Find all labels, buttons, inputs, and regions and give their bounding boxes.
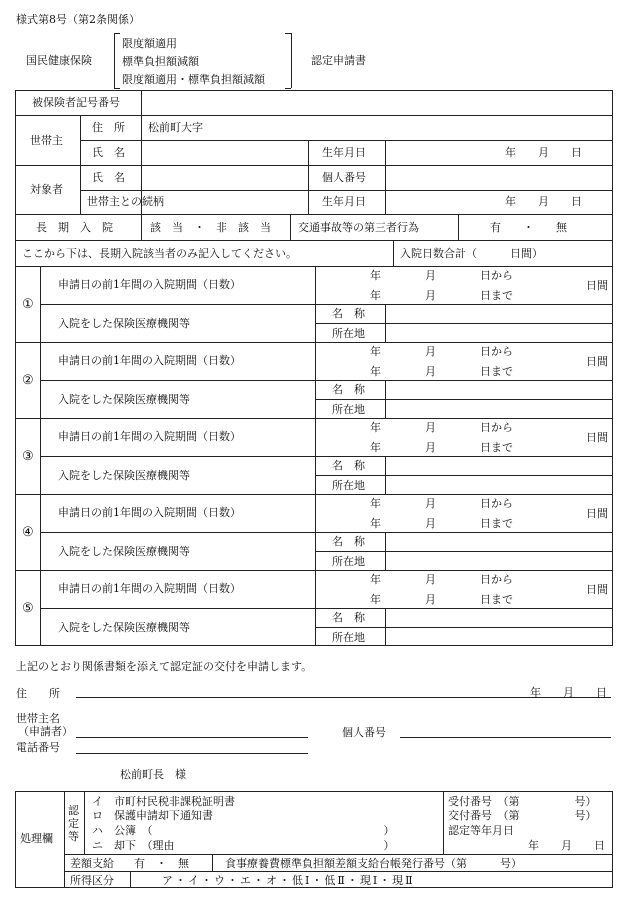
institution-label: 入院をした保険医療機関等 (58, 393, 190, 406)
period-from: 年 月 日から (370, 497, 513, 510)
period-label: 申請日の前1年間の入院期間（日数） (58, 582, 241, 595)
period-to: 年 月 日まで (370, 365, 513, 378)
period-days: 日間 (586, 355, 608, 368)
subject-label: 対象者 (30, 183, 63, 196)
subject-birth-date: 年 月 日 (505, 195, 582, 208)
institution-label: 入院をした保険医療機関等 (58, 317, 190, 330)
period-days: 日間 (586, 583, 608, 596)
approval-char-1: 認 (68, 804, 79, 817)
period-from: 年 月 日から (370, 421, 513, 434)
subject-name-label: 氏 名 (92, 171, 125, 184)
applicant-label-2: （申請者） (18, 725, 73, 738)
institution-label: 入院をした保険医療機関等 (58, 469, 190, 482)
institution-label: 入院をした保険医療機関等 (58, 545, 190, 558)
office-item-ha: ハ 公簿 （ ） (92, 824, 395, 837)
period-label: 申請日の前1年間の入院期間（日数） (58, 278, 241, 291)
householder-label: 世帯主 (30, 134, 63, 147)
address-value: 松前町大字 (148, 121, 203, 134)
period-from: 年 月 日から (370, 345, 513, 358)
header-bracket-left (114, 33, 115, 88)
period-number: ⑤ (22, 601, 34, 616)
institution-address-label: 所在地 (332, 479, 365, 492)
period-label: 申請日の前1年間の入院期間（日数） (58, 506, 241, 519)
long-stay-label: 長 期 入 院 (36, 221, 113, 234)
applicant-name-field[interactable] (76, 737, 308, 738)
institution-address-label: 所在地 (332, 327, 365, 340)
period-number: ② (22, 373, 34, 388)
form-number: 様式第8号（第2条関係） (16, 13, 140, 26)
period-to: 年 月 日まで (370, 593, 513, 606)
period-to: 年 月 日まで (370, 441, 513, 454)
option-reduction: 標準負担額減額 (122, 55, 199, 68)
period-to: 年 月 日まで (370, 289, 513, 302)
subject-birth-label: 生年月日 (322, 195, 366, 208)
receipt-number: 受付番号 （第 号） (448, 795, 597, 808)
period-label: 申請日の前1年間の入院期間（日数） (58, 430, 241, 443)
approval-date: 年 月 日 (528, 839, 605, 852)
phone-label: 電話番号 (16, 741, 60, 754)
application-statement: 上記のとおり関係書類を添えて認定証の交付を申請します。 (16, 660, 313, 673)
institution-name-label: 名 称 (332, 459, 365, 472)
phone-field[interactable] (76, 753, 308, 754)
householder-birth-date: 年 月 日 (505, 146, 582, 159)
header-bracket-right (291, 33, 292, 88)
relation-label: 世帯主との続柄 (87, 195, 164, 208)
option-both: 限度額適用・標準負担額減額 (122, 73, 265, 86)
option-limit: 限度額適用 (122, 37, 177, 50)
income-options: ア・イ・ウ・エ・オ・低Ⅰ・低Ⅱ・現Ⅰ・現Ⅱ (162, 874, 415, 887)
approval-date-label: 認定等年月日 (448, 824, 514, 837)
period-number: ③ (22, 449, 34, 464)
personal-number-label: 個人番号 (322, 171, 366, 184)
period-number: ④ (22, 525, 34, 540)
addressee: 松前町長 様 (120, 768, 186, 781)
long-stay-options: 該 当 ・ 非 該 当 (150, 221, 271, 234)
third-party-options: 有 ・ 無 (490, 221, 567, 234)
approval-char-2: 定 (68, 817, 79, 830)
long-stay-note: ここから下は、長期入院該当者のみ記入してください。 (22, 247, 297, 260)
form-suffix: 認定申請書 (311, 54, 366, 67)
period-label: 申請日の前1年間の入院期間（日数） (58, 354, 241, 367)
period-from: 年 月 日から (370, 573, 513, 586)
institution-name-label: 名 称 (332, 307, 365, 320)
form-prefix: 国民健康保険 (26, 54, 92, 67)
diff-label: 差額支給 (70, 857, 114, 870)
insured-number-label: 被保険者記号番号 (32, 96, 120, 109)
applicant-personal-no-label: 個人番号 (342, 726, 386, 739)
institution-address-label: 所在地 (332, 555, 365, 568)
period-from: 年 月 日から (370, 269, 513, 282)
period-days: 日間 (586, 507, 608, 520)
third-party-label: 交通事故等の第三者行為 (298, 221, 419, 234)
householder-birth-label: 生年月日 (322, 146, 366, 159)
office-item-ni: ニ 却下 （理由 ） (92, 839, 395, 852)
total-days: 入院日数合計（ 日間） (400, 247, 543, 260)
period-number: ① (22, 297, 34, 312)
applicant-address-label: 住 所 (16, 687, 60, 700)
institution-name-label: 名 称 (332, 611, 365, 624)
applicant-label-1: 世帯主名 (16, 712, 60, 725)
diff-options: 有 ・ 無 (134, 857, 189, 870)
approval-char-3: 等 (68, 830, 79, 843)
income-label: 所得区分 (70, 874, 114, 887)
address-label: 住 所 (92, 121, 125, 134)
institution-address-label: 所在地 (332, 631, 365, 644)
office-item-i: イ 市町村民税非課税証明書 (92, 795, 235, 808)
period-to: 年 月 日まで (370, 517, 513, 530)
office-label: 処理欄 (20, 832, 53, 845)
institution-name-label: 名 称 (332, 383, 365, 396)
issue-number: 交付番号 （第 号） (448, 809, 597, 822)
office-item-ro: ロ 保護申請却下通知書 (92, 809, 213, 822)
period-days: 日間 (586, 431, 608, 444)
institution-name-label: 名 称 (332, 535, 365, 548)
householder-name-label: 氏 名 (92, 146, 125, 159)
institution-label: 入院をした保険医療機関等 (58, 621, 190, 634)
application-date: 年 月 日 (530, 686, 607, 699)
applicant-personal-no-field[interactable] (400, 737, 611, 738)
meal-number-label: 食事療養費標準負担額差額支給台帳発行番号（第 号） (225, 857, 522, 870)
institution-address-label: 所在地 (332, 403, 365, 416)
period-days: 日間 (586, 279, 608, 292)
